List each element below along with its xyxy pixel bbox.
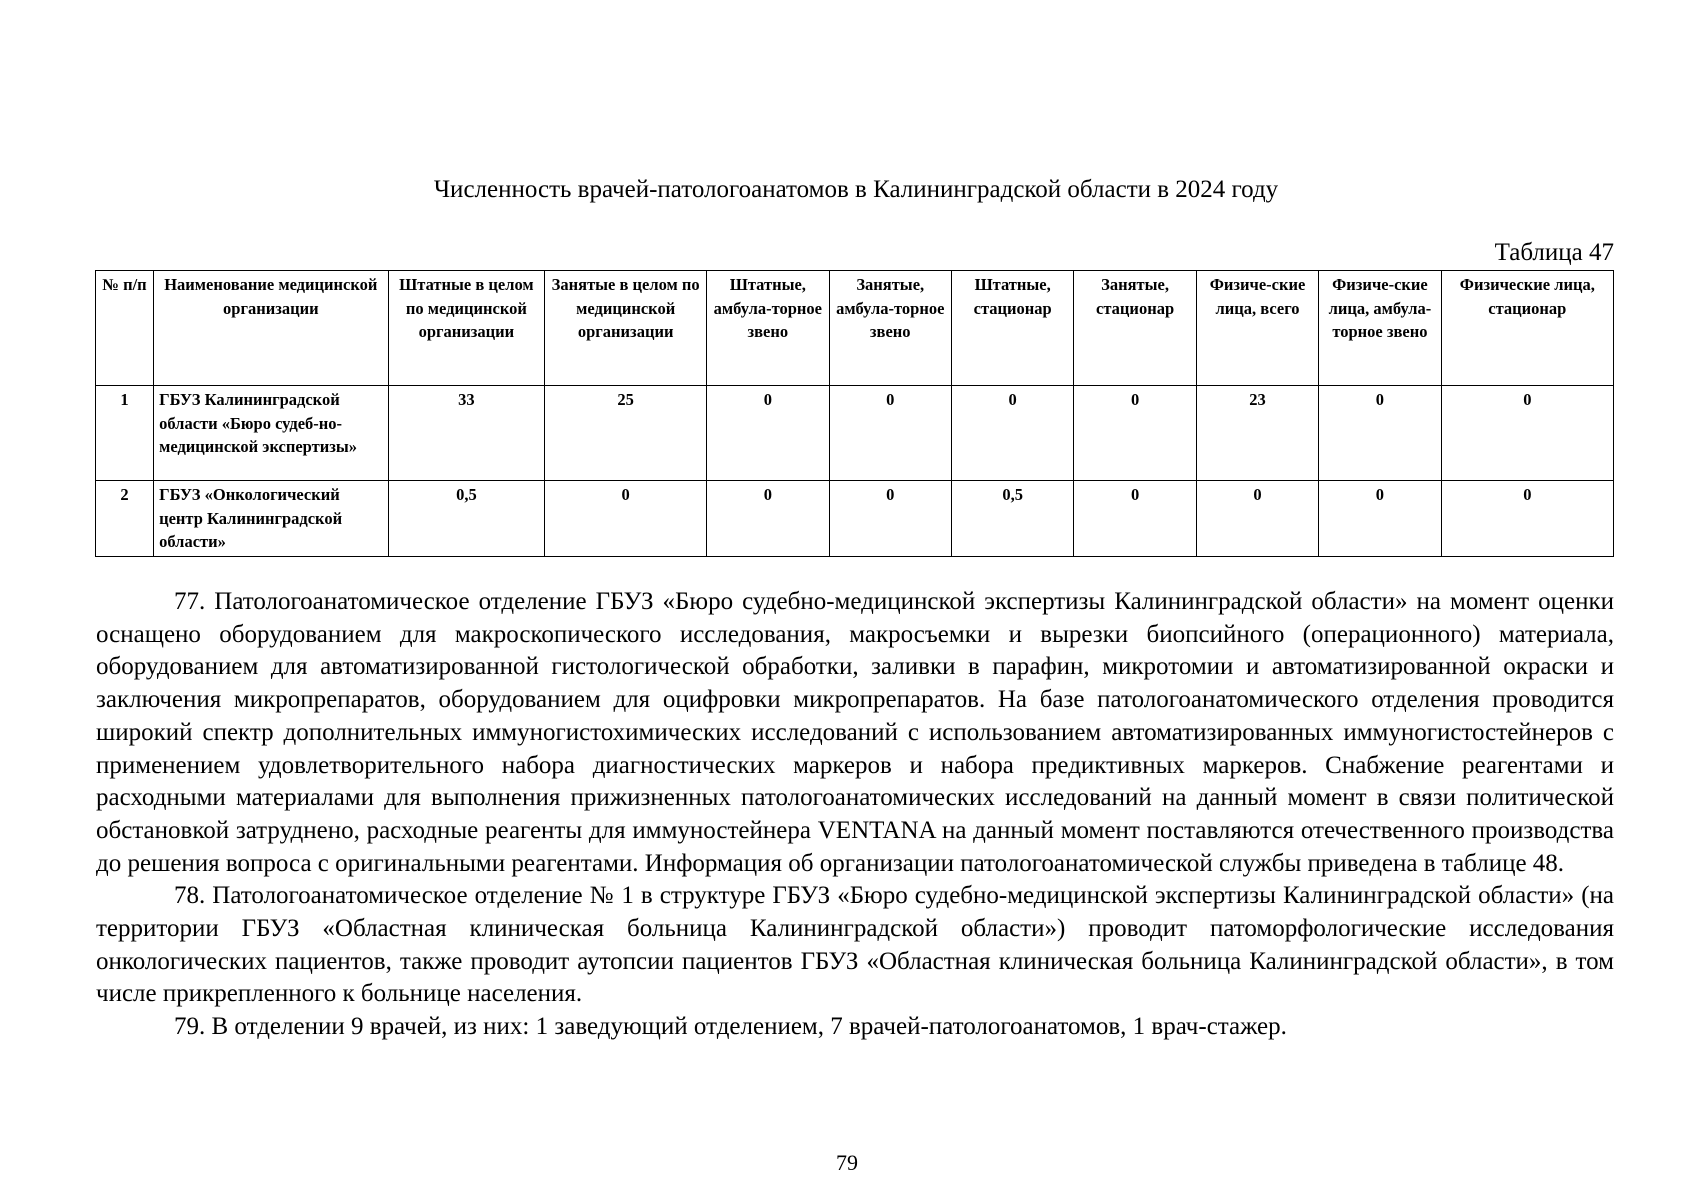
header-persons-total: Физиче-ские лица, всего — [1196, 271, 1318, 386]
cell-value: 0 — [1441, 481, 1613, 557]
cell-value: 0 — [829, 481, 951, 557]
cell-value: 0 — [1319, 386, 1441, 481]
cell-value: 25 — [545, 386, 707, 481]
cell-value: 33 — [388, 386, 545, 481]
paragraph-77: 77. Патологоанатомическое отделение ГБУЗ «Бюро судебно-медицинской экспертизы Калининградской области» на момент оценки оснащено оборудованием для макроскопического исследования, макросъемки и вырезки биопсийного (операционного) материала, оборудованием для автоматизированной гистологической обработки, заливки в парафин, микротомии и автоматизированной окраски и заключения микропрепаратов, оборудованием для оцифровки микропрепаратов. На базе патологоанатомического отделения проводится широкий спектр дополнительных иммуногистохимических исследований с использованием автоматизированных иммуногистостейнеров с применением удовлетворительного набора диагностических маркеров и набора предиктивных маркеров. Снабжение реагентами и расходными материалами для выполнения прижизненных патологоанатомических исследований на данный момент в связи политической обстановкой затруднено, расходные реагенты для иммуностейнера VENTANA на данный момент поставляются отечественного производства до решения вопроса с оригинальными реагентами. Информация об организации патологоанатомической службы приведена в таблице 48. — [96, 588, 1614, 877]
header-occupied-inpatient: Занятые, стационар — [1074, 271, 1196, 386]
cell-value: 0 — [951, 386, 1073, 481]
cell-value: 23 — [1196, 386, 1318, 481]
cell-org-name: ГБУЗ «Онкологический центр Калининградской области» — [154, 481, 388, 557]
header-staff-inpatient: Штатные, стационар — [951, 271, 1073, 386]
header-occupied-outpatient: Занятые, амбула-торное звено — [829, 271, 951, 386]
cell-value: 0 — [707, 386, 829, 481]
cell-value: 0,5 — [951, 481, 1073, 557]
header-persons-outpatient: Физиче-ские лица, амбула-торное звено — [1319, 271, 1441, 386]
table-row — [96, 386, 1614, 481]
cell-num: 2 — [96, 481, 154, 557]
cell-num: 1 — [96, 386, 154, 481]
table-header-row — [96, 271, 1614, 386]
cell-value: 0 — [1319, 481, 1441, 557]
header-org-name: Наименование медицинской организации — [154, 271, 388, 386]
table-label: Таблица 47 — [1494, 239, 1614, 266]
header-occupied-total: Занятые в целом по медицинской организации — [545, 271, 707, 386]
header-num: № п/п — [96, 271, 154, 386]
header-persons-inpatient: Физические лица, стационар — [1441, 271, 1613, 386]
cell-value: 0 — [829, 386, 951, 481]
cell-value: 0 — [1074, 481, 1196, 557]
staff-table — [95, 270, 1614, 557]
body-text — [96, 586, 1614, 1044]
paragraph-79: 79. В отделении 9 врачей, из них: 1 заведующий отделением, 7 врачей-патологоанатомов, 1 врач-стажер. — [174, 1013, 1287, 1041]
cell-value: 0 — [545, 481, 707, 557]
table-row — [96, 481, 1614, 557]
document-title: Численность врачей-патологоанатомов в Калининградской области в 2024 году — [433, 176, 1279, 203]
cell-value: 0,5 — [388, 481, 545, 557]
paragraph-78: 78. Патологоанатомическое отделение № 1 в структуре ГБУЗ «Бюро судебно-медицинской экспертизы Калининградской области» (на территории ГБУЗ «Областная клиническая больница Калининградской области») проводит патоморфологические исследования онкологических пациентов, также проводит аутопсии пациентов ГБУЗ «Областная клиническая больница Калининградской области», в том числе прикрепленного к больнице населения. — [96, 882, 1614, 1008]
header-staff-outpatient: Штатные, амбула-торное звено — [707, 271, 829, 386]
cell-org-name: ГБУЗ Калининградской области «Бюро судеб-но-медицинской экспертизы» — [154, 386, 388, 481]
cell-value: 0 — [1196, 481, 1318, 557]
cell-value: 0 — [1441, 386, 1613, 481]
cell-value: 0 — [1074, 386, 1196, 481]
cell-value: 0 — [707, 481, 829, 557]
header-staff-total: Штатные в целом по медицинской организации — [388, 271, 545, 386]
page-number: 79 — [836, 1150, 858, 1175]
